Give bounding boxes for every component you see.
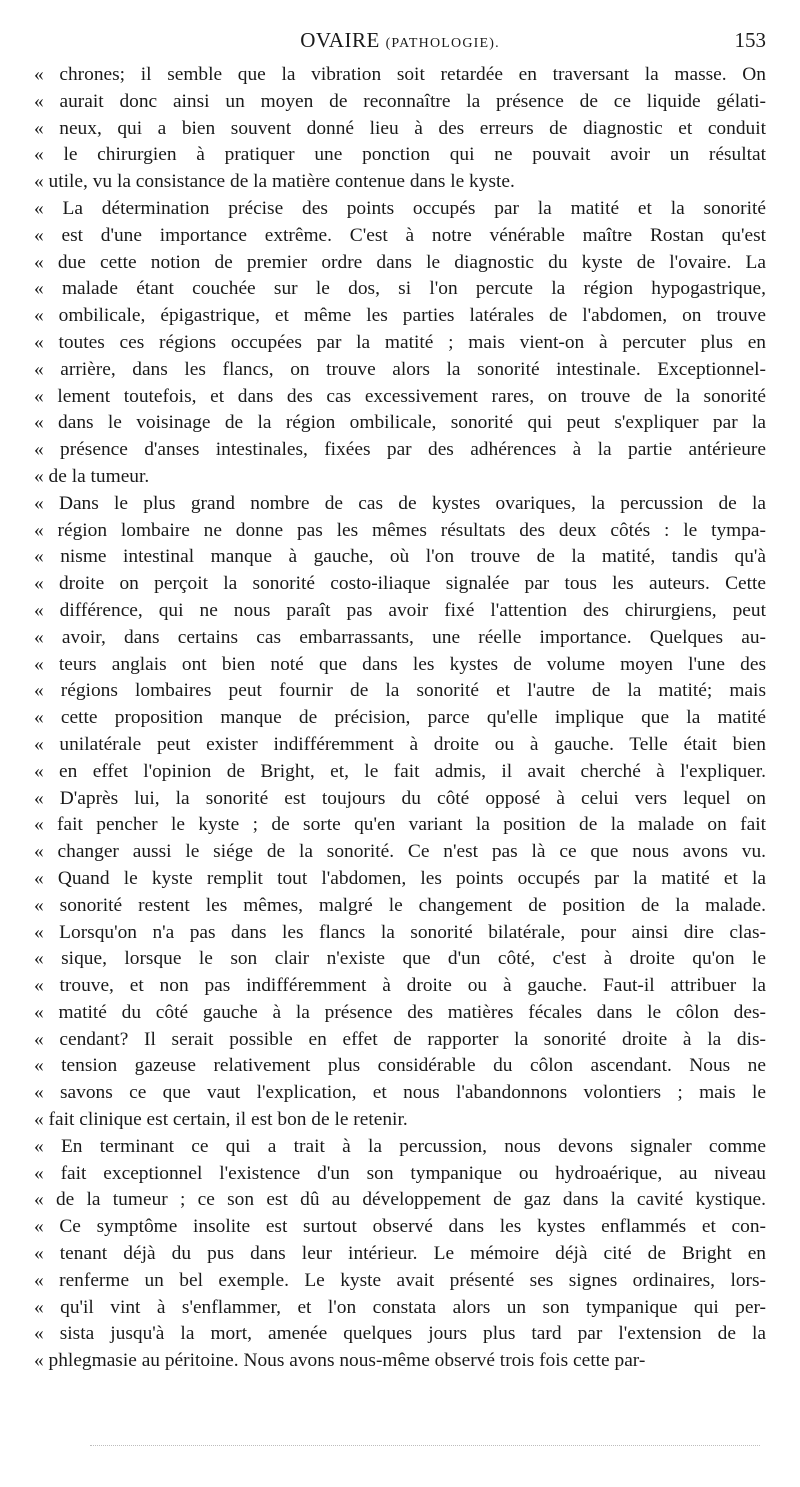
text-line: « matité du côté gauche à la présence des matières fécales dans le côlon des- — [34, 1001, 766, 1023]
text-line: « chrones; il semble que la vibration soit retardée en traversant la masse. On — [34, 64, 766, 85]
text-line: « avoir, dans certains cas embarrassants, une réelle importance. Quelques au- — [34, 626, 766, 648]
running-head-subtitle: (PATHOLOGIE). — [385, 36, 500, 51]
text-line: « malade étant couchée sur le dos, si l'on percute la région hypogastrique, — [34, 278, 766, 300]
text-line: « de la tumeur ; ce son est dû au développement de gaz dans la cavité kystique. — [34, 1189, 766, 1211]
text-line: « Dans le plus grand nombre de cas de kystes ovariques, la percussion de la — [34, 492, 766, 514]
text-line: « de la tumeur. — [34, 465, 150, 487]
text-line: « Quand le kyste remplit tout l'abdomen, les points occupés par la matité et la — [34, 867, 766, 889]
text-line: « fait exceptionnel l'existence d'un son tympanique ou hydroaérique, au niveau — [34, 1162, 766, 1184]
text-line: « dans le voisinage de la région ombilicale, sonorité qui peut s'expliquer par la — [34, 412, 766, 434]
text-line: « régions lombaires peut fournir de la sonorité et l'autre de la matité; mais — [34, 680, 766, 702]
body-text — [34, 62, 766, 1375]
text-line: « fait clinique est certain, il est bon de le retenir. — [34, 1109, 408, 1131]
text-line: « toutes ces régions occupées par la matité ; mais vient-on à percuter plus en — [34, 331, 766, 353]
text-line: « tension gazeuse relativement plus considérable du côlon ascendant. Nous ne — [34, 1055, 766, 1077]
text-line: « lement toutefois, et dans des cas excessivement rares, on trouve de la sonorité — [34, 385, 766, 407]
text-line: « différence, qui ne nous paraît pas avoir fixé l'attention des chirurgiens, peut — [34, 599, 766, 621]
text-line: « ombilicale, épigastrique, et même les parties latérales de l'abdomen, on trouve — [34, 305, 766, 327]
text-line: « le chirurgien à pratiquer une ponction qui ne pouvait avoir un résultat — [34, 144, 766, 166]
text-line: « droite on perçoit la sonorité costo-iliaque signalée par tous les auteurs. Cette — [34, 573, 766, 595]
text-line: « cette proposition manque de précision, parce qu'elle implique que la matité — [34, 707, 766, 729]
page-header — [34, 28, 766, 62]
text-line: « cendant? Il serait possible en effet de rapporter la sonorité droite à la dis- — [34, 1028, 766, 1050]
text-line: « aurait donc ainsi un moyen de reconnaître la présence de ce liquide gélati- — [34, 90, 766, 112]
text-line: « utile, vu la consistance de la matière contenue dans le kyste. — [34, 171, 515, 193]
text-line: « La détermination précise des points occupés par la matité et la sonorité — [34, 197, 766, 219]
text-line: « renferme un bel exemple. Le kyste avait présenté ses signes ordinaires, lors- — [34, 1269, 766, 1291]
text-line: « en effet l'opinion de Bright, et, le fait admis, il avait cherché à l'expliquer. — [34, 760, 766, 782]
text-line: « région lombaire ne donne pas les mêmes résultats des deux côtés : le tympa- — [34, 519, 766, 541]
text-line: « En terminant ce qui a trait à la percussion, nous devons signaler comme — [34, 1135, 766, 1157]
page-number: 153 — [734, 28, 766, 52]
running-head-title: OVAIRE — [300, 28, 380, 52]
text-line: « due cette notion de premier ordre dans le diagnostic du kyste de l'ovaire. La — [34, 251, 766, 273]
text-line: « fait pencher le kyste ; de sorte qu'en variant la position de la malade on fait — [34, 814, 766, 836]
text-line: « D'après lui, la sonorité est toujours du côté opposé à celui vers lequel on — [34, 787, 766, 809]
text-line: « est d'une importance extrême. C'est à notre vénérable maître Rostan qu'est — [34, 224, 766, 246]
text-line: « qu'il vint à s'enflammer, et l'on constata alors un son tympanique qui per- — [34, 1296, 766, 1318]
text-line: « présence d'anses intestinales, fixées par des adhérences à la partie antérieure — [34, 439, 766, 461]
bottom-rule — [90, 1445, 760, 1446]
text-line: « savons ce que vaut l'explication, et nous l'abandonnons volontiers ; mais le — [34, 1082, 766, 1104]
text-line: « teurs anglais ont bien noté que dans les kystes de volume moyen l'une des — [34, 653, 766, 675]
running-head — [34, 28, 766, 53]
text-line: « Ce symptôme insolite est surtout observé dans les kystes enflammés et con- — [34, 1216, 766, 1238]
text-line: « arrière, dans les flancs, on trouve alors la sonorité intestinale. Exceptionnel- — [34, 358, 766, 380]
text-line: « nisme intestinal manque à gauche, où l'on trouve de la matité, tandis qu'à — [34, 546, 766, 568]
text-line: « neux, qui a bien souvent donné lieu à des erreurs de diagnostic et conduit — [34, 117, 766, 139]
text-line: « changer aussi le siége de la sonorité. Ce n'est pas là ce que nous avons vu. — [34, 841, 766, 863]
text-line: « phlegmasie au péritoine. Nous avons nous-même observé trois fois cette par- — [34, 1350, 646, 1372]
text-line: « Lorsqu'on n'a pas dans les flancs la sonorité bilatérale, pour ainsi dire clas- — [34, 921, 766, 943]
text-line: « tenant déjà du pus dans leur intérieur. Le mémoire déjà cité de Bright en — [34, 1243, 766, 1265]
text-line: « unilatérale peut exister indifféremment à droite ou à gauche. Telle était bien — [34, 733, 766, 755]
text-line: « trouve, et non pas indifféremment à droite ou à gauche. Faut-il attribuer la — [34, 975, 766, 997]
text-line: « sonorité restent les mêmes, malgré le changement de position de la malade. — [34, 894, 766, 916]
text-line: « sista jusqu'à la mort, amenée quelques jours plus tard par l'extension de la — [34, 1323, 766, 1345]
text-line: « sique, lorsque le son clair n'existe que d'un côté, c'est à droite qu'on le — [34, 948, 766, 970]
